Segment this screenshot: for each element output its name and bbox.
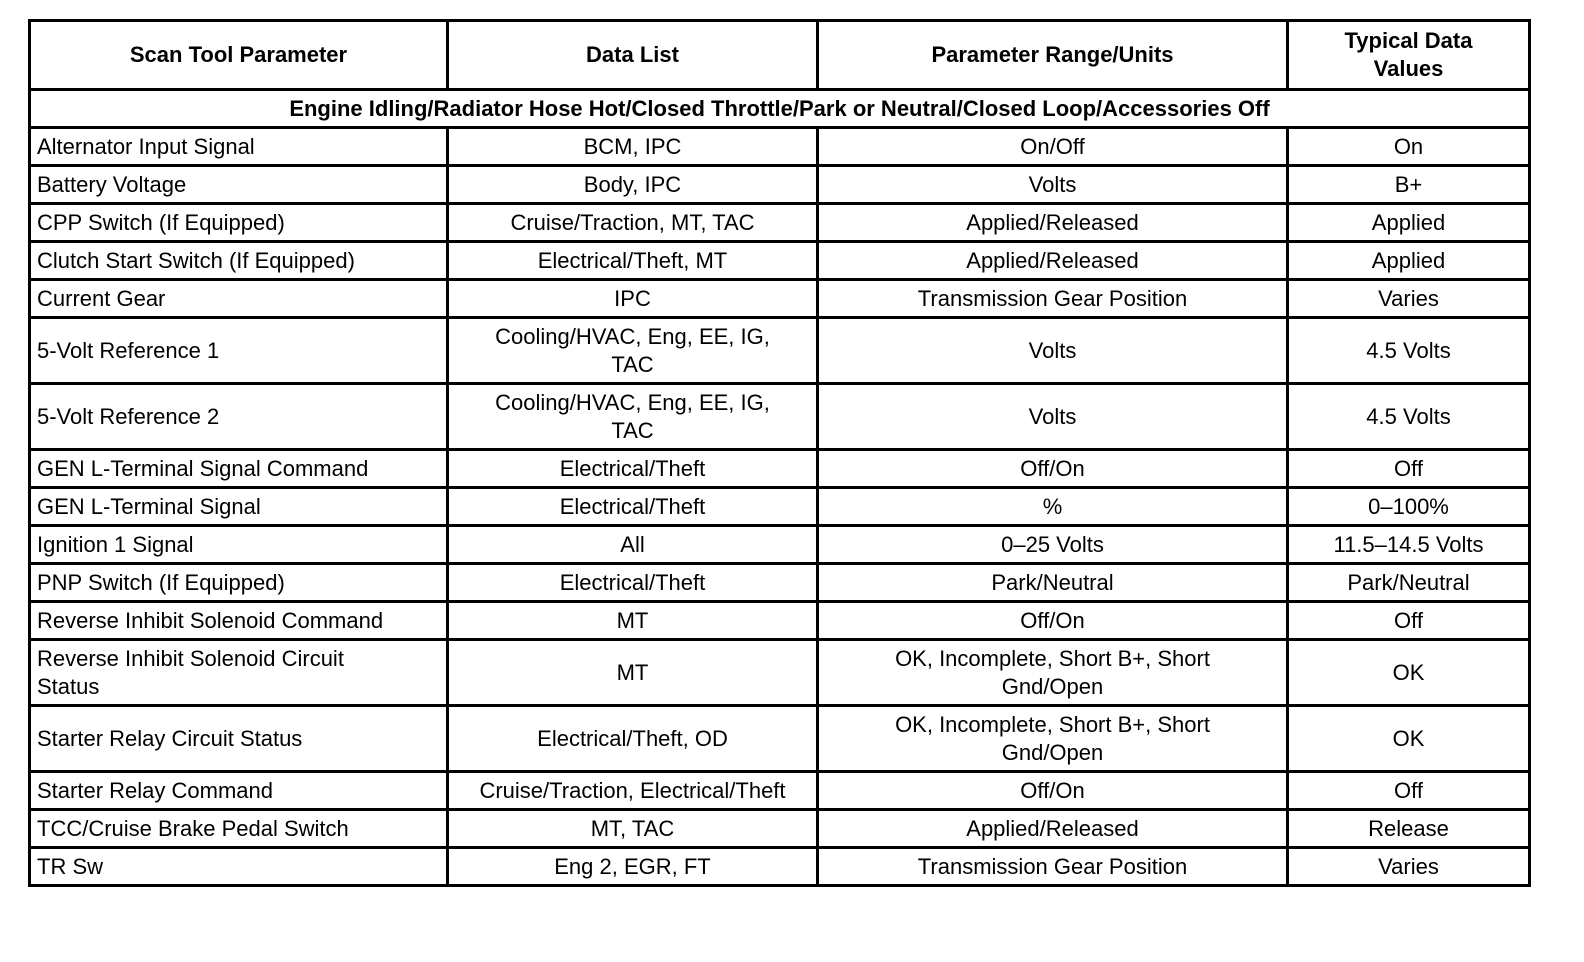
table-row <box>30 564 1530 602</box>
cell-typical: On <box>1288 128 1530 166</box>
operating-condition: Engine Idling/Radiator Hose Hot/Closed Throttle/Park or Neutral/Closed Loop/Accessories Off <box>30 90 1530 128</box>
cell-typical: Park/Neutral <box>1288 564 1530 602</box>
cell-typical: OK <box>1288 640 1530 706</box>
cell-range: Applied/Released <box>818 242 1288 280</box>
cell-range <box>818 706 1288 772</box>
cell-parameter: TCC/Cruise Brake Pedal Switch <box>30 810 448 848</box>
header-parameter-range-units: Parameter Range/Units <box>818 21 1288 90</box>
cell-range: 0–25 Volts <box>818 526 1288 564</box>
cell-typical: B+ <box>1288 166 1530 204</box>
cell-parameter: CPP Switch (If Equipped) <box>30 204 448 242</box>
cell-data-list: MT <box>448 602 818 640</box>
table-row <box>30 280 1530 318</box>
cell-data-list-line2: TAC <box>611 351 654 377</box>
cell-range: Volts <box>818 166 1288 204</box>
header-data-list: Data List <box>448 21 818 90</box>
cell-data-list-line2: TAC <box>611 417 654 443</box>
header-typical-line2: Values <box>1373 56 1444 81</box>
cell-range-line1: OK, Incomplete, Short B+, Short <box>895 711 1210 737</box>
cell-range: Off/On <box>818 450 1288 488</box>
cell-typical: Applied <box>1288 204 1530 242</box>
cell-range: Transmission Gear Position <box>818 280 1288 318</box>
table-row <box>30 810 1530 848</box>
cell-data-list-line1: Cooling/HVAC, Eng, EE, IG, <box>495 323 770 349</box>
cell-parameter: GEN L-Terminal Signal Command <box>30 450 448 488</box>
cell-data-list: Cruise/Traction, Electrical/Theft <box>448 772 818 810</box>
cell-range <box>818 640 1288 706</box>
cell-range: Park/Neutral <box>818 564 1288 602</box>
table-row <box>30 526 1530 564</box>
cell-range-line2: Gnd/Open <box>1001 739 1104 765</box>
table-row <box>30 848 1530 886</box>
cell-data-list: MT <box>448 640 818 706</box>
cell-data-list-line1: Cooling/HVAC, Eng, EE, IG, <box>495 389 770 415</box>
cell-data-list: Electrical/Theft <box>448 450 818 488</box>
header-typical-data-values <box>1288 21 1530 90</box>
cell-data-list: All <box>448 526 818 564</box>
cell-typical: Off <box>1288 450 1530 488</box>
cell-typical: OK <box>1288 706 1530 772</box>
cell-parameter-line2: Status <box>37 673 100 699</box>
cell-parameter: Current Gear <box>30 280 448 318</box>
condition-row <box>30 90 1530 128</box>
cell-data-list: Eng 2, EGR, FT <box>448 848 818 886</box>
table-row <box>30 488 1530 526</box>
cell-data-list: Electrical/Theft, MT <box>448 242 818 280</box>
table-row <box>30 384 1530 450</box>
table-row <box>30 318 1530 384</box>
table-row <box>30 602 1530 640</box>
cell-typical: 4.5 Volts <box>1288 384 1530 450</box>
cell-range-line2: Gnd/Open <box>1001 673 1104 699</box>
cell-range: Applied/Released <box>818 810 1288 848</box>
cell-range: Volts <box>818 384 1288 450</box>
table-row <box>30 640 1530 706</box>
cell-typical: Varies <box>1288 848 1530 886</box>
cell-data-list: Electrical/Theft <box>448 488 818 526</box>
scan-tool-data-table <box>28 19 1531 887</box>
cell-range: Volts <box>818 318 1288 384</box>
cell-parameter: GEN L-Terminal Signal <box>30 488 448 526</box>
cell-parameter: Starter Relay Command <box>30 772 448 810</box>
header-scan-tool-parameter: Scan Tool Parameter <box>30 21 448 90</box>
cell-range: Transmission Gear Position <box>818 848 1288 886</box>
cell-parameter-line1: Reverse Inhibit Solenoid Circuit <box>37 645 344 671</box>
header-typical-line1: Typical Data <box>1344 28 1473 53</box>
cell-typical: 11.5–14.5 Volts <box>1288 526 1530 564</box>
table-row <box>30 204 1530 242</box>
cell-parameter: Alternator Input Signal <box>30 128 448 166</box>
cell-data-list <box>448 318 818 384</box>
table-row <box>30 242 1530 280</box>
cell-parameter: Ignition 1 Signal <box>30 526 448 564</box>
cell-typical: 4.5 Volts <box>1288 318 1530 384</box>
cell-parameter: Reverse Inhibit Solenoid Command <box>30 602 448 640</box>
cell-parameter <box>30 640 448 706</box>
cell-parameter: 5-Volt Reference 1 <box>30 318 448 384</box>
cell-data-list <box>448 384 818 450</box>
cell-parameter: Clutch Start Switch (If Equipped) <box>30 242 448 280</box>
cell-range: Applied/Released <box>818 204 1288 242</box>
table-row <box>30 128 1530 166</box>
table-row <box>30 166 1530 204</box>
cell-data-list: Electrical/Theft, OD <box>448 706 818 772</box>
cell-parameter: 5-Volt Reference 2 <box>30 384 448 450</box>
table-row <box>30 706 1530 772</box>
cell-range: Off/On <box>818 602 1288 640</box>
cell-typical: Off <box>1288 602 1530 640</box>
cell-data-list: Body, IPC <box>448 166 818 204</box>
table-row <box>30 772 1530 810</box>
cell-data-list: Cruise/Traction, MT, TAC <box>448 204 818 242</box>
cell-typical: Applied <box>1288 242 1530 280</box>
cell-range-line1: OK, Incomplete, Short B+, Short <box>895 645 1210 671</box>
cell-range: % <box>818 488 1288 526</box>
cell-parameter: TR Sw <box>30 848 448 886</box>
cell-data-list: IPC <box>448 280 818 318</box>
cell-data-list: BCM, IPC <box>448 128 818 166</box>
cell-parameter: PNP Switch (If Equipped) <box>30 564 448 602</box>
cell-typical: Off <box>1288 772 1530 810</box>
table-header-row <box>30 21 1530 90</box>
cell-range: On/Off <box>818 128 1288 166</box>
cell-data-list: Electrical/Theft <box>448 564 818 602</box>
table-row <box>30 450 1530 488</box>
cell-data-list: MT, TAC <box>448 810 818 848</box>
scan-tool-data-document <box>28 19 1528 887</box>
cell-typical: Varies <box>1288 280 1530 318</box>
cell-typical: Release <box>1288 810 1530 848</box>
cell-parameter: Starter Relay Circuit Status <box>30 706 448 772</box>
cell-range: Off/On <box>818 772 1288 810</box>
cell-parameter: Battery Voltage <box>30 166 448 204</box>
cell-typical: 0–100% <box>1288 488 1530 526</box>
